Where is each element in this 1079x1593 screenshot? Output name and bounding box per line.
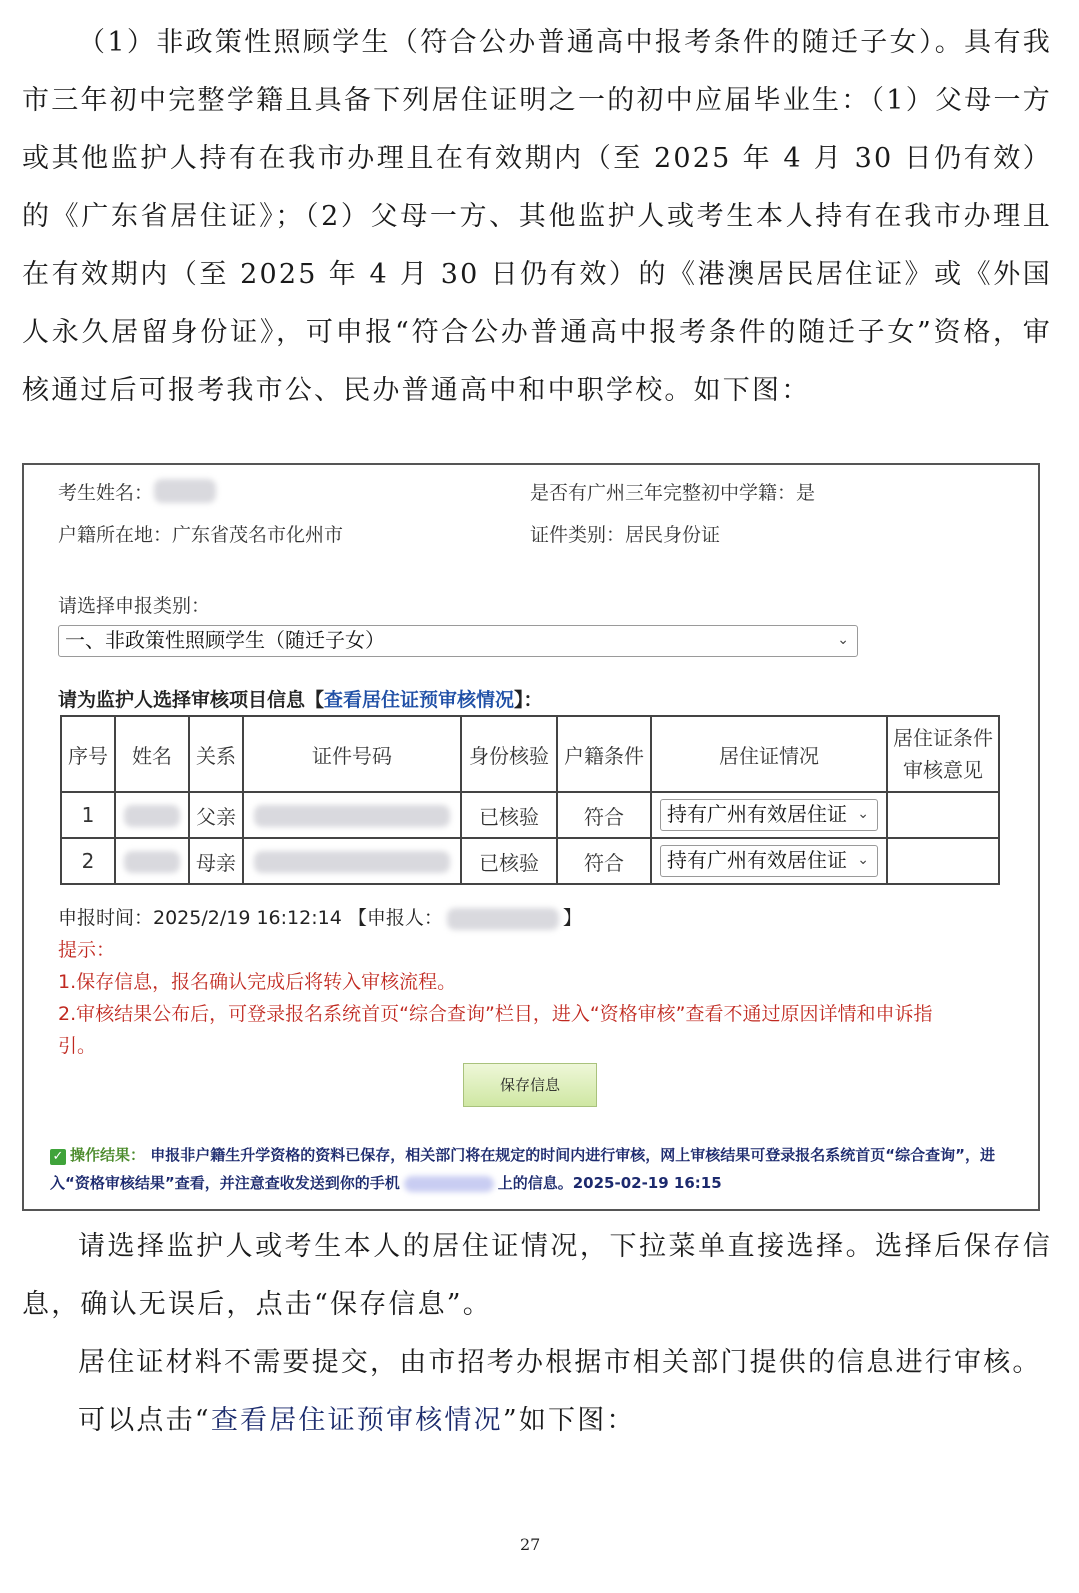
submitter-redacted [447,908,559,930]
intro-paragraph [22,14,1052,420]
row-verify: 已核验 [461,838,557,884]
chevron-down-icon: ⌄ [837,632,849,648]
row-id-redacted [243,792,461,838]
result-text-2: 询”，进入“资格审核结果”查看，并注意查收发送到你的手机 [50,1146,995,1192]
after-text-1: 请选择监护人或考生本人的居住证情况，下拉菜单直接选择。选择后保存信息，确认无误后，点击“保存信息”。 [22,1231,1052,1320]
row-relation: 父亲 [189,792,243,838]
header-permit-status: 居住证情况 [651,716,887,792]
header-hukou-condition: 户籍条件 [557,716,651,792]
guardian-table [60,715,1000,885]
row-no: 2 [61,838,115,884]
student-name-redacted [154,479,216,503]
row-permit-cell [651,838,887,884]
operation-result [50,1141,1000,1197]
result-text-1: 申报非户籍生升学资格的资料已保存，相关部门将在规定的时间内进行审核，网上审核结果可登录报名系统首页“综合查 [150,1146,941,1164]
intro-text: （1）非政策性照顾学生（符合公办普通高中报考条件的随迁子女）。具有我市三年初中完整学籍且具备下列居住证明之一的初中应届毕业生：（1）父母一方或其他监护人持有在我市办理且在有效期内（至 2025 年 4 月 30 日仍有效）的《广东省居住证》；（2）父母一方、其他监护人或考生本人持有在我市办理且在有效期内（至 2025 年 4 月 30 日仍有效）的《港澳居民居住证》或《外国人永久居留身份证》，可申报“符合公办普通高中报考条件的随迁子女”资格，审核通过后可报考我市公、民办普通高中和中职学校。如下图： [22,27,1052,406]
guardian-label-text: 请为监护人选择审核项目信息【 [58,689,325,711]
header-identity-verify: 身份核验 [461,716,557,792]
tip-1: 1.保存信息，报名确认完成后将转入审核流程。 [58,971,457,993]
header-no: 序号 [61,716,115,792]
after-text-2: 居住证材料不需要提交，由市招考办根据市相关部门提供的信息进行审核。 [78,1347,1042,1378]
permit-select-1[interactable] [660,799,878,831]
permit-select-2[interactable] [660,845,878,877]
check-icon: ✓ [50,1149,66,1165]
after-text-3: 可以点击“查看居住证预审核情况”如下图： [78,1405,636,1436]
table-header-row [61,716,999,792]
row-verify: 已核验 [461,792,557,838]
row-hukou: 符合 [557,838,651,884]
header-id-number: 证件号码 [243,716,461,792]
row-relation: 母亲 [189,838,243,884]
tip-title: 提示： [58,939,116,961]
save-button[interactable]: 保存信息 [463,1063,597,1107]
table-row [61,792,999,838]
id-type: 证件类别：居民身份证 [530,524,721,546]
chevron-down-icon: ⌄ [857,852,869,868]
view-permit-link-text[interactable]: 查看居住证预审核情况 [210,1405,503,1436]
row-review [887,792,999,838]
chevron-down-icon: ⌄ [857,806,869,822]
student-name-label: 考生姓名： [58,482,154,504]
header-permit-review: 居住证条件审核意见 [887,716,999,792]
tip-2: 2.审核结果公布后，可登录报名系统首页“综合查询”栏目，进入“资格审核”查看不通过原因详情和申诉指 [58,1003,933,1025]
result-text-3: 上的信息。2025-02-19 16:15 [497,1174,722,1192]
row-name-redacted [115,792,189,838]
guardian-label [58,685,543,712]
header-relation: 关系 [189,716,243,792]
permit-select-value: 持有广州有效居住证 [667,848,847,872]
submit-time: 申报时间：2025/2/19 16:12:14 【申报人： 】 [58,907,582,929]
category-selected-value: 一、非政策性照顾学生（随迁子女） [65,628,385,652]
after-paragraphs [22,1218,1052,1450]
row-name-redacted [115,838,189,884]
result-label: 操作结果： [70,1146,146,1164]
category-label: 请选择申报类别： [58,595,211,617]
row-no: 1 [61,792,115,838]
row-review [887,838,999,884]
header-name: 姓名 [115,716,189,792]
row-id-redacted [243,838,461,884]
hukou-location: 户籍所在地：广东省茂名市化州市 [58,524,344,546]
page-number: 27 [520,1535,541,1554]
screenshot-frame [22,463,1040,1211]
record-status: 是否有广州三年完整初中学籍：是 [530,482,816,504]
row-permit-cell [651,792,887,838]
category-select[interactable] [58,625,858,657]
row-hukou: 符合 [557,792,651,838]
tip-2-cont: 引。 [58,1035,97,1057]
permit-select-value: 持有广州有效居住证 [667,802,847,826]
phone-redacted [404,1176,494,1192]
view-permit-link[interactable]: 查看居住证预审核情况 [324,689,515,711]
guardian-label-end: 】： [514,689,543,711]
table-row [61,838,999,884]
